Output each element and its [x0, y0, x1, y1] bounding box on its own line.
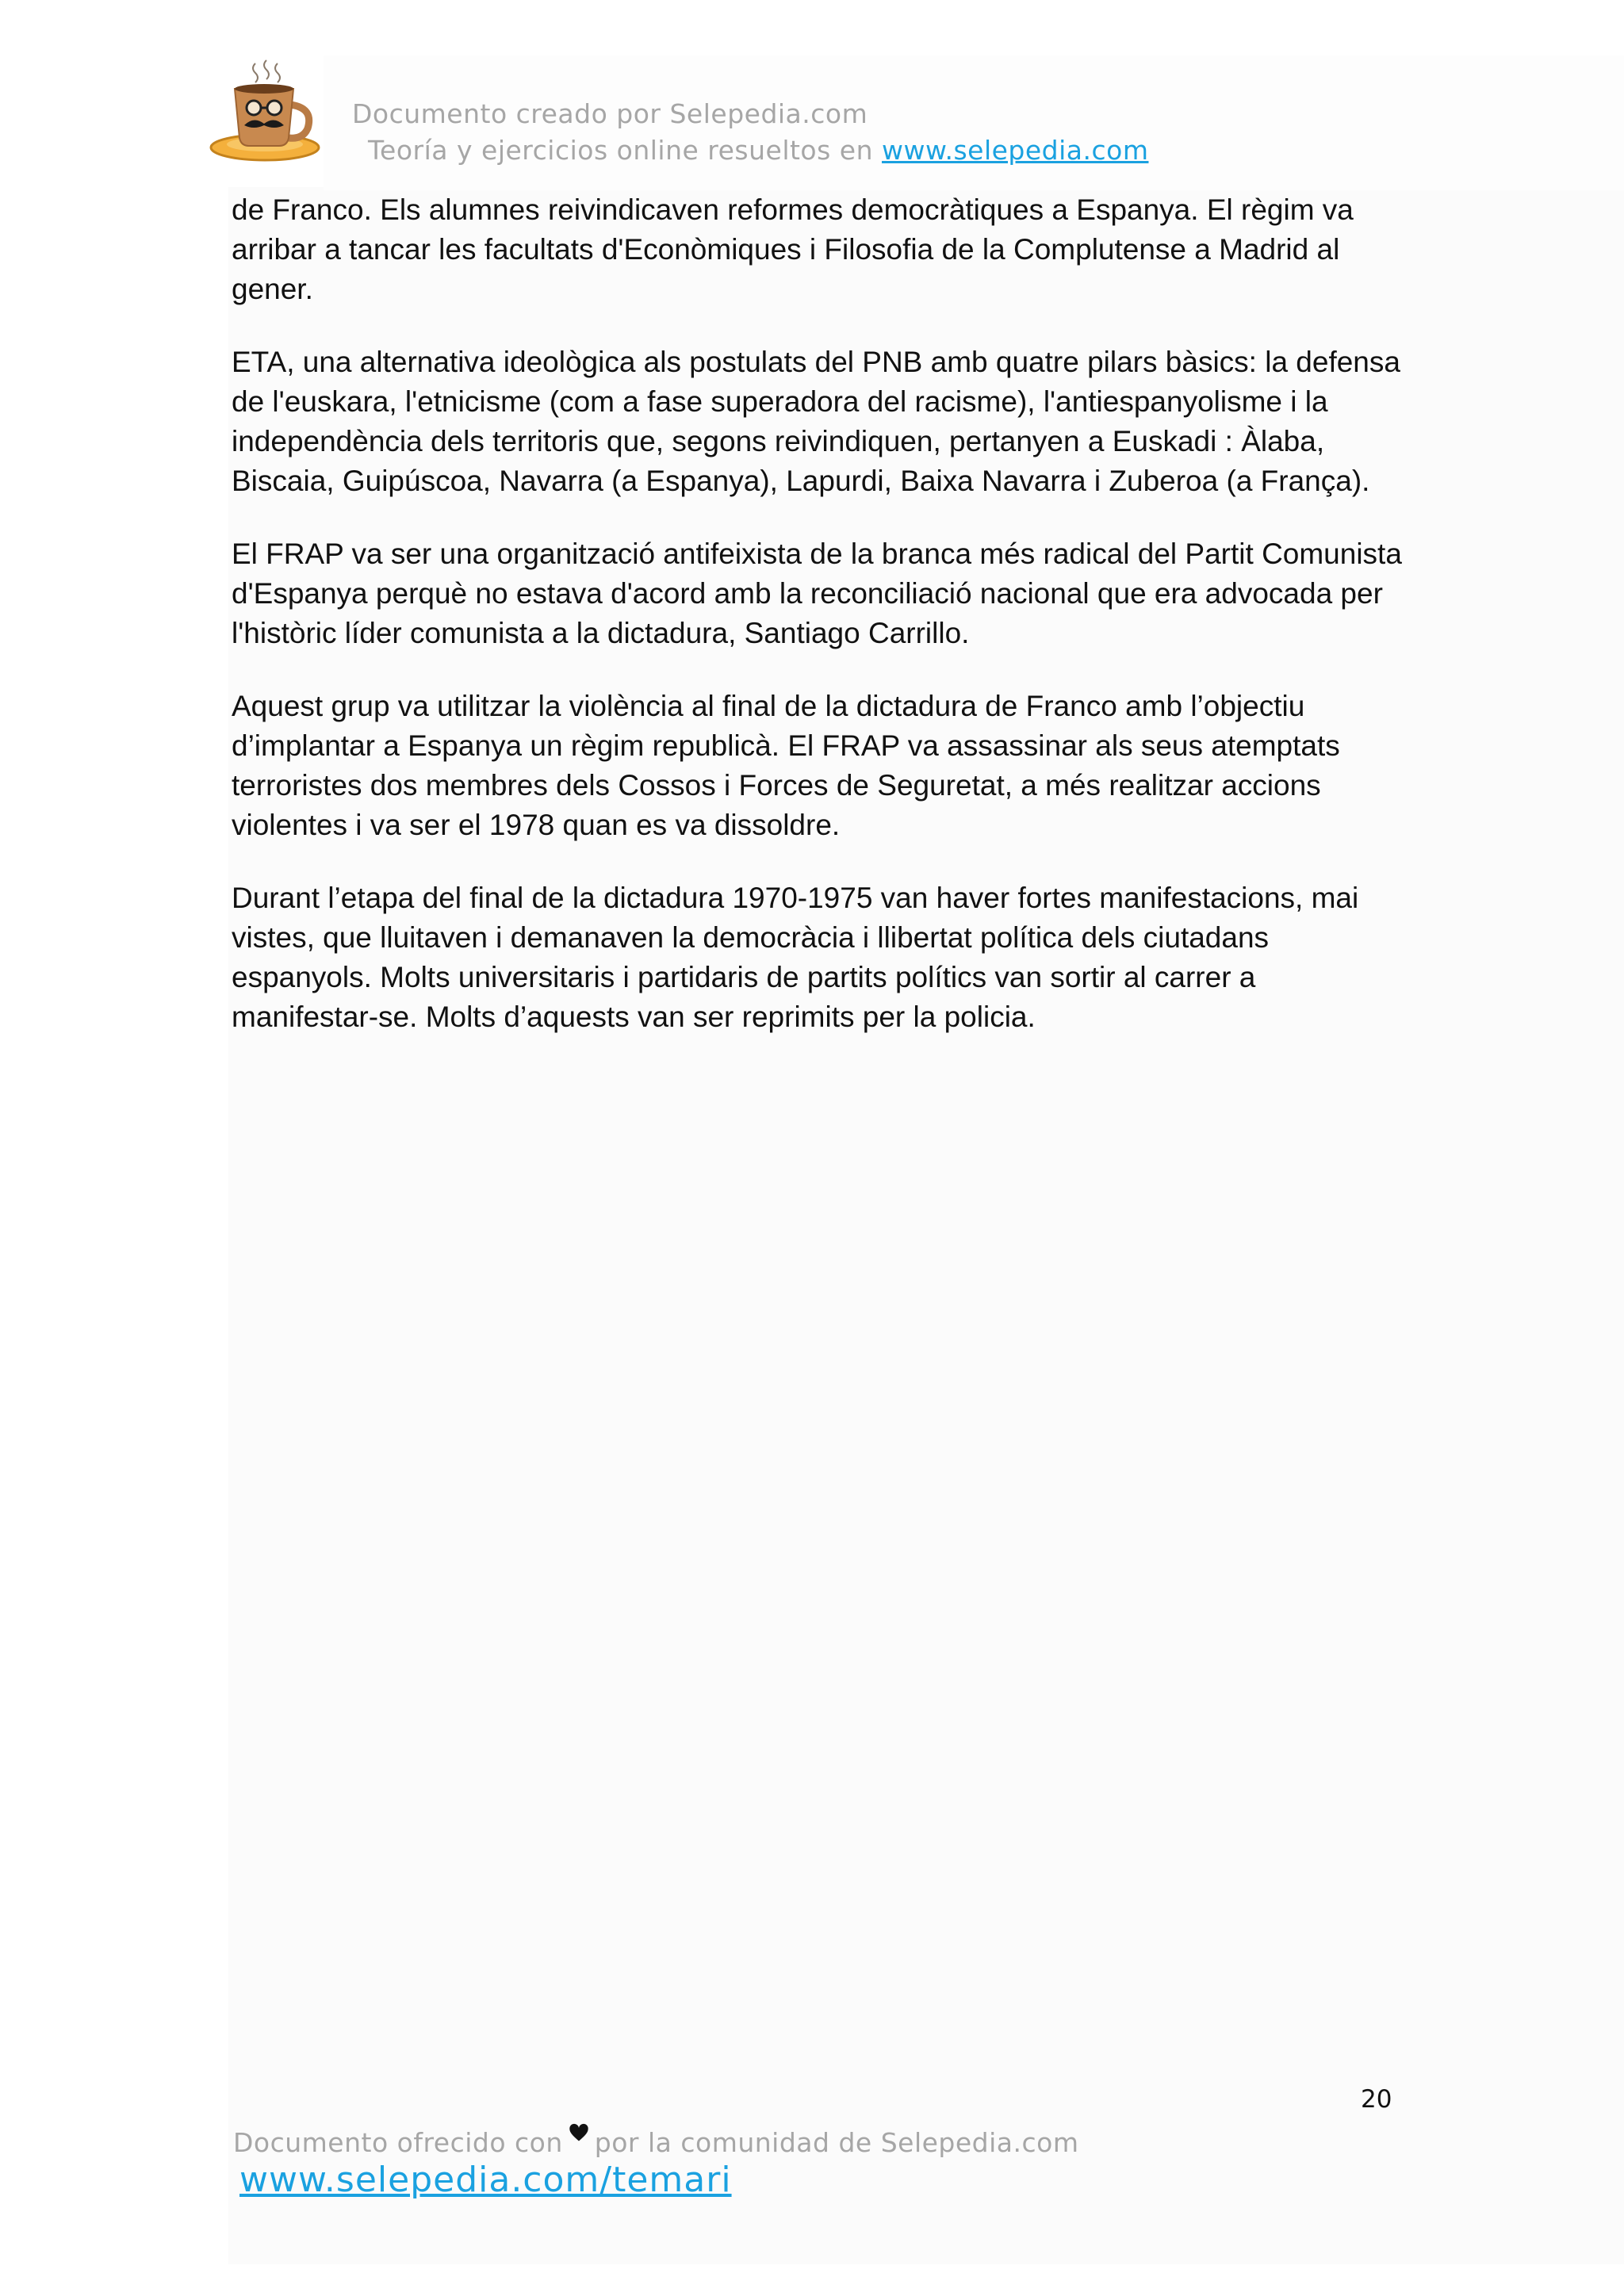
footer-line1 [233, 2122, 1078, 2158]
footer-text-prefix: Documento ofrecido con [233, 2127, 563, 2158]
coffee-cup-logo-icon [208, 59, 327, 170]
paragraph: El FRAP va ser una organització antifeixista de la branca més radical del Partit Comunista d'Espanya perquè no estava d'acord amb la reconciliació nacional que era advocada per l'històric líder comunista a la dictadura, Santiago Carrillo. [232, 538, 1402, 649]
paragraph: Aquest grup va utilitzar la violència al final de la dictadura de Franco amb l’objectiu d’implantar a Espanya un règim republicà. El FRAP va assassinar als seus atemptats terroristes dos membres dels Cossos i Forces de Seguretat, a més realitzar accions violentes i va ser el 1978 quan es va dissoldre. [232, 690, 1340, 841]
footer-temari-link[interactable]: www.selepedia.com/temari [239, 2160, 732, 2200]
paragraph: de Franco. Els alumnes reivindicaven reformes democràtiques a Espanya. El règim va arribar a tancar les facultats d'Econòmiques i Filosofia de la Complutense a Madrid al gener. [232, 193, 1354, 305]
page-number: 20 [1361, 2085, 1392, 2114]
paragraph: ETA, una alternativa ideològica als postulats del PNB amb quatre pilars bàsics: la defensa de l'euskara, l'etnicisme (com a fase superadora del racisme), l'antiespanyolisme i la independència dels territoris que, segons reivindiquen, pertanyen a Euskadi : Àlaba, Biscaia, Guipúscoa, Navarra (a Espanya), Lapurdi, Baixa Navarra i Zuberoa (a França). [232, 346, 1400, 497]
header-line2 [368, 135, 1148, 166]
paragraph: Durant l’etapa del final de la dictadura 1970-1975 van haver fortes manifestacions, mai vistes, que lluitaven i demanaven la democràcia i llibertat política dels ciutadans espanyols. Molts universitaris i partidaris de partits polítics van sortir al carrer a manifestar-se. Molts d’aquests van ser reprimits per la policia. [232, 882, 1359, 1033]
header-line2-text: Teoría y ejercicios online resueltos en [368, 135, 883, 166]
document-body [232, 190, 1405, 1070]
heart-icon [568, 2122, 590, 2144]
footer-text-suffix: por la comunidad de Selepedia.com [594, 2127, 1079, 2158]
header-line1: Documento creado por Selepedia.com [352, 98, 868, 129]
header-website-link[interactable]: www.selepedia.com [882, 135, 1149, 166]
